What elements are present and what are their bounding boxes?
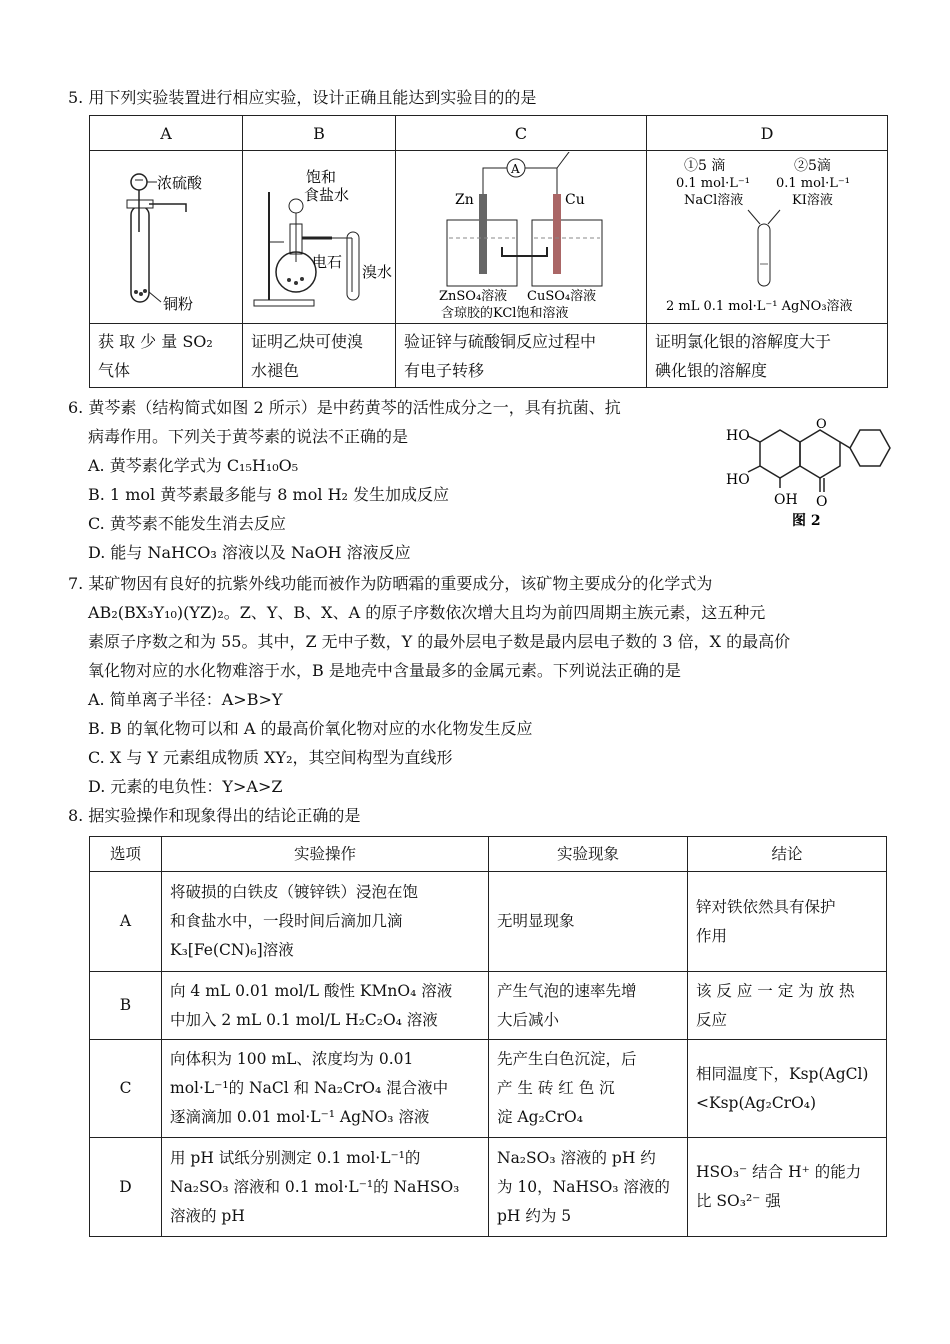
row-a-phenomenon <box>489 872 688 972</box>
q5-purpose-c <box>396 324 647 388</box>
row-b-operation-line2: 中加入 2 mL 0.1 mol/L H₂C₂O₄ 溶液 <box>170 1010 438 1029</box>
row-b-conclusion-line2: 反应 <box>696 1010 728 1029</box>
q7-stem-line1: 7. 某矿物因有良好的抗紫外线功能而被作为防晒霜的重要成分，该矿物主要成分的化学式为 <box>68 574 713 593</box>
label-copper-powder: 铜粉 <box>163 295 194 313</box>
q6-option-b: B. 1 mol 黄芩素最多能与 8 mol H₂ 发生加成反应 <box>88 485 450 504</box>
baicalein-structure <box>722 410 892 530</box>
q5-header-c: C <box>396 116 647 151</box>
q5-purpose-d-line2: 碘化银的溶解度 <box>655 360 768 380</box>
row-d-phenomenon-line1: Na₂SO₃ 溶液的 pH 约 <box>497 1148 656 1167</box>
table-row <box>90 1138 887 1237</box>
q5-purpose-b-line1: 证明乙炔可使溴 <box>251 331 364 351</box>
row-d-phenomenon-line3: pH 约为 5 <box>497 1206 572 1225</box>
row-c-operation-line1: 向体积为 100 mL、浓度均为 0.01 <box>170 1050 414 1068</box>
q5-purpose-b-line2: 水褪色 <box>251 360 300 380</box>
q8-header-phenomenon: 实验现象 <box>489 837 688 872</box>
q5-figure-d <box>647 151 888 324</box>
row-a-operation-line2: 和食盐水中，一段时间后滴加几滴 <box>170 912 403 930</box>
row-a-operation-line3: K₃[Fe(CN)₆]溶液 <box>170 941 294 959</box>
row-d-phenomenon-line2: 为 10，NaHSO₃ 溶液的 <box>497 1177 670 1196</box>
label-ho-2: HO <box>726 472 750 488</box>
q5-purpose-b <box>243 324 396 388</box>
table-row <box>90 872 887 972</box>
row-b-phenomenon-line1: 产生气泡的速率先增 <box>497 981 637 1000</box>
q6-option-a: A. 黄芩素化学式为 C₁₅H₁₀O₅ <box>88 456 299 475</box>
table-row <box>90 1040 887 1138</box>
q7-stem-line2: AB₂(BX₃Y₁₀)(YZ)₂。Z、Y、B、X、A 的原子序数依次增大且均为前四周期主族元素，这五种元 <box>88 603 766 622</box>
row-d-operation-line3: 溶液的 pH <box>170 1206 245 1225</box>
row-b-conclusion-line1: 该 反 应 一 定 为 放 热 <box>696 981 855 1000</box>
q7-option-b: B. B 的氧化物可以和 A 的最高价氧化物对应的水化物发生反应 <box>88 719 533 738</box>
silver-halide-apparatus <box>648 152 886 318</box>
row-d-conclusion-line1: HSO₃⁻ 结合 H⁺ 的能力 <box>696 1163 862 1181</box>
q7-option-a: A. 简单离子半径：A>B>Y <box>88 690 283 709</box>
label-cu: Cu <box>565 192 585 208</box>
row-a-operation <box>162 872 489 972</box>
sulfuric-acid-copper-apparatus <box>91 152 241 318</box>
q5-header-a: A <box>90 116 243 151</box>
label-ho-1: HO <box>726 428 750 444</box>
ring-c <box>800 430 840 478</box>
q6-option-d: D. 能与 NaHCO₃ 溶液以及 NaOH 溶液反应 <box>88 543 411 562</box>
row-b-conclusion <box>688 972 887 1040</box>
label-ring-o: O <box>816 417 827 432</box>
ring-b <box>850 430 890 466</box>
q6-stem-line1: 6. 黄芩素（结构简式如图 2 所示）是中药黄芩的活性成分之一，具有抗菌、抗 <box>68 398 621 417</box>
row-a-conclusion-line2: 作用 <box>696 926 728 945</box>
q5-figure-c <box>396 151 647 324</box>
label-agno3: 2 mL 0.1 mol·L⁻¹ AgNO₃溶液 <box>666 299 853 314</box>
q5-purpose-d-line1: 证明氯化银的溶解度大于 <box>655 331 832 351</box>
q8-stem: 8. 据实验操作和现象得出的结论正确的是 <box>68 806 361 825</box>
q5-figure-b <box>243 151 396 324</box>
q7-stem-line4: 氧化物对应的水化物难溶于水，B 是地壳中含量最多的金属元素。下列说法正确的是 <box>88 661 681 680</box>
row-d-operation <box>162 1138 489 1237</box>
q5-figure-a <box>90 151 243 324</box>
q5-table <box>89 115 888 388</box>
q5-stem: 5. 用下列实验装置进行相应实验，设计正确且能达到实验目的的是 <box>68 88 537 107</box>
q5-purpose-c-line2: 有电子转移 <box>404 360 485 380</box>
label-drop1-c: NaCl溶液 <box>684 193 744 208</box>
label-calcium-carbide: 电石 <box>312 253 343 271</box>
label-zn: Zn <box>455 192 474 208</box>
row-b-phenomenon <box>489 972 688 1040</box>
q7-option-d: D. 元素的电负性：Y>A>Z <box>88 777 283 796</box>
ring-a <box>760 430 800 478</box>
row-b-phenomenon-line2: 大后减小 <box>497 1010 560 1029</box>
row-a-conclusion-line1: 锌对铁依然具有保护 <box>696 897 836 916</box>
q7-stem-line3: 素原子序数之和为 55。其中，Z 无中子数，Y 的最外层电子数是最内层电子数的 3 倍，X 的最高价 <box>88 632 791 651</box>
label-saturated: 饱和 <box>306 168 337 186</box>
row-d-conclusion-line2: 比 SO₃²⁻ 强 <box>696 1192 781 1210</box>
row-a-operation-line1: 将破损的白铁皮（镀锌铁）浸泡在饱 <box>170 883 419 901</box>
q8-header-operation: 实验操作 <box>162 837 489 872</box>
row-b-operation <box>162 972 489 1040</box>
row-d-operation-line1: 用 pH 试纸分别测定 0.1 mol·L⁻¹的 <box>170 1148 421 1167</box>
row-d-operation-line2: Na₂SO₃ 溶液和 0.1 mol·L⁻¹的 NaHSO₃ <box>170 1177 460 1196</box>
q5-purpose-a-line1: 获 取 少 量 SO₂ <box>98 331 213 351</box>
row-c-phenomenon-line3: 淀 Ag₂CrO₄ <box>497 1108 583 1126</box>
row-c-phenomenon-line1: 先产生白色沉淀，后 <box>497 1050 637 1068</box>
label-salt-bridge: 含琼胶的KCl饱和溶液 <box>441 306 569 318</box>
row-c-phenomenon <box>489 1040 688 1138</box>
row-c-conclusion <box>688 1040 887 1138</box>
q5-purpose-d <box>647 324 888 388</box>
q5-header-d: D <box>647 116 888 151</box>
q7-option-c: C. X 与 Y 元素组成物质 XY₂，其空间构型为直线形 <box>88 748 453 767</box>
row-a-option: A <box>90 872 162 972</box>
ammeter-label: A <box>511 162 520 176</box>
galvanic-cell-apparatus <box>397 152 645 318</box>
label-bromine-water: 溴水 <box>362 263 393 281</box>
label-drop2-a: ②5滴 <box>794 158 831 174</box>
row-a-phenomenon-line1: 无明显现象 <box>497 912 575 930</box>
label-oh: OH <box>774 492 798 508</box>
q6-option-c: C. 黄芩素不能发生消去反应 <box>88 514 286 533</box>
row-b-operation-line1: 向 4 mL 0.01 mol/L 酸性 KMnO₄ 溶液 <box>170 981 453 1000</box>
q8-table <box>89 836 887 1237</box>
figure-2-caption: 图 2 <box>792 513 821 529</box>
label-drop1-a: ①5 滴 <box>684 158 726 174</box>
row-c-conclusion-line2: <Ksp(Ag₂CrO₄) <box>696 1093 817 1112</box>
row-a-conclusion <box>688 872 887 972</box>
row-d-phenomenon <box>489 1138 688 1237</box>
row-d-option: D <box>90 1138 162 1237</box>
label-drop1-b: 0.1 mol·L⁻¹ <box>676 176 750 191</box>
row-c-operation-line2: mol·L⁻¹的 NaCl 和 Na₂CrO₄ 混合液中 <box>170 1079 449 1097</box>
row-b-option: B <box>90 972 162 1040</box>
q5-purpose-a-line2: 气体 <box>98 360 131 380</box>
row-d-conclusion <box>688 1138 887 1237</box>
label-conc-sulfuric-acid: 浓硫酸 <box>157 174 203 192</box>
acetylene-apparatus <box>244 152 394 318</box>
row-c-operation <box>162 1040 489 1138</box>
label-brine: 食盐水 <box>304 186 350 204</box>
q8-header-conclusion: 结论 <box>688 837 887 872</box>
label-drop2-c: KI溶液 <box>792 193 833 208</box>
q5-purpose-a <box>90 324 243 388</box>
row-c-operation-line3: 逐滴滴加 0.01 mol·L⁻¹ AgNO₃ 溶液 <box>170 1108 430 1126</box>
table-row <box>90 972 887 1040</box>
row-c-conclusion-line1: 相同温度下，Ksp(AgCl) <box>696 1064 869 1083</box>
q8-header-option: 选项 <box>90 837 162 872</box>
label-znso4: ZnSO₄溶液 <box>439 289 508 304</box>
label-drop2-b: 0.1 mol·L⁻¹ <box>776 176 850 191</box>
row-c-option: C <box>90 1040 162 1138</box>
label-cuso4: CuSO₄溶液 <box>527 289 597 304</box>
q5-purpose-c-line1: 验证锌与硫酸铜反应过程中 <box>404 331 597 351</box>
q5-header-b: B <box>243 116 396 151</box>
row-c-phenomenon-line2: 产 生 砖 红 色 沉 <box>497 1079 615 1097</box>
q6-stem-line2: 病毒作用。下列关于黄芩素的说法不正确的是 <box>88 427 409 446</box>
label-carbonyl-o: O <box>816 494 828 510</box>
